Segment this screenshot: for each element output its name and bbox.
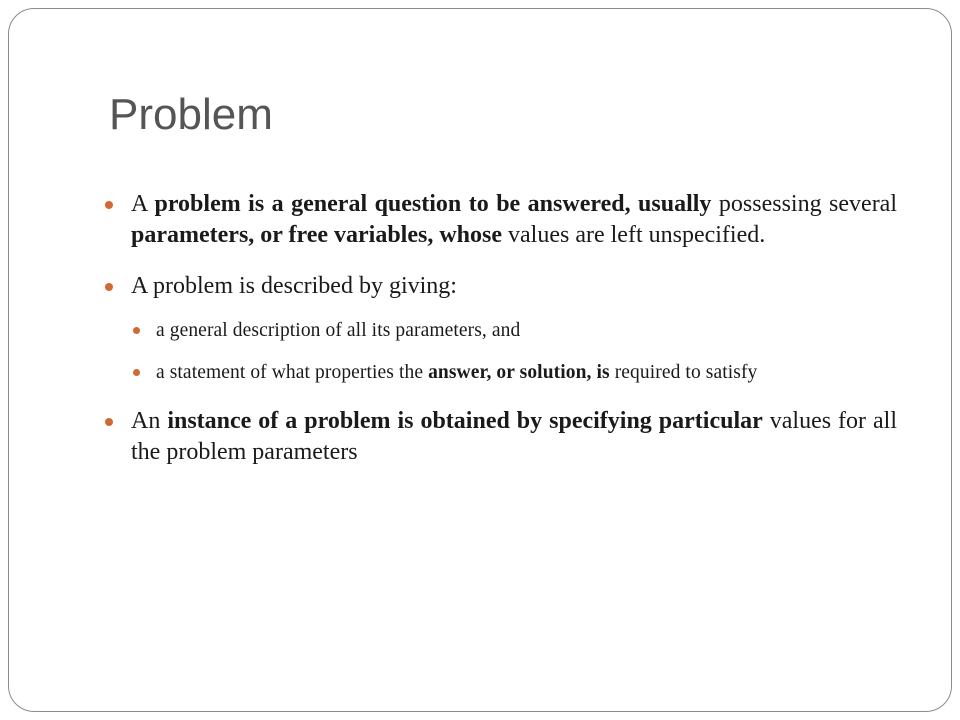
sub-bullet-text: a statement of what properties the bbox=[156, 362, 429, 383]
bullet-problem-description bbox=[105, 271, 897, 302]
bullet-text: possessing several bbox=[711, 191, 898, 217]
sub-bullet-parameters bbox=[131, 316, 897, 346]
bullet-problem-definition bbox=[105, 189, 897, 251]
slide-title: Problem bbox=[109, 90, 273, 139]
bullet-bold-text: problem is a general question to be answered, usually bbox=[154, 191, 712, 217]
bullet-text: values are left unspecified. bbox=[502, 222, 766, 248]
sub-bullet-bold-text: answer, or solution, is bbox=[428, 362, 610, 383]
bullet-instance-definition bbox=[105, 406, 897, 468]
sub-bullet-text: a general description of all its parameters, and bbox=[156, 320, 521, 341]
bullet-bold-text: instance of a problem is obtained by specifying particular bbox=[167, 408, 763, 434]
bullet-text: A problem is described by giving: bbox=[131, 273, 457, 299]
slide-frame bbox=[8, 8, 952, 712]
sub-bullet-solution bbox=[131, 358, 897, 388]
bullet-text: values for all the problem parameters bbox=[131, 408, 897, 465]
bullet-text: An bbox=[131, 408, 168, 434]
sub-bullet-text: required to satisfy bbox=[609, 362, 758, 383]
bullet-bold-text: parameters, or free variables, whose bbox=[131, 222, 503, 248]
bullet-list bbox=[105, 189, 897, 488]
bullet-text: A bbox=[131, 191, 155, 217]
